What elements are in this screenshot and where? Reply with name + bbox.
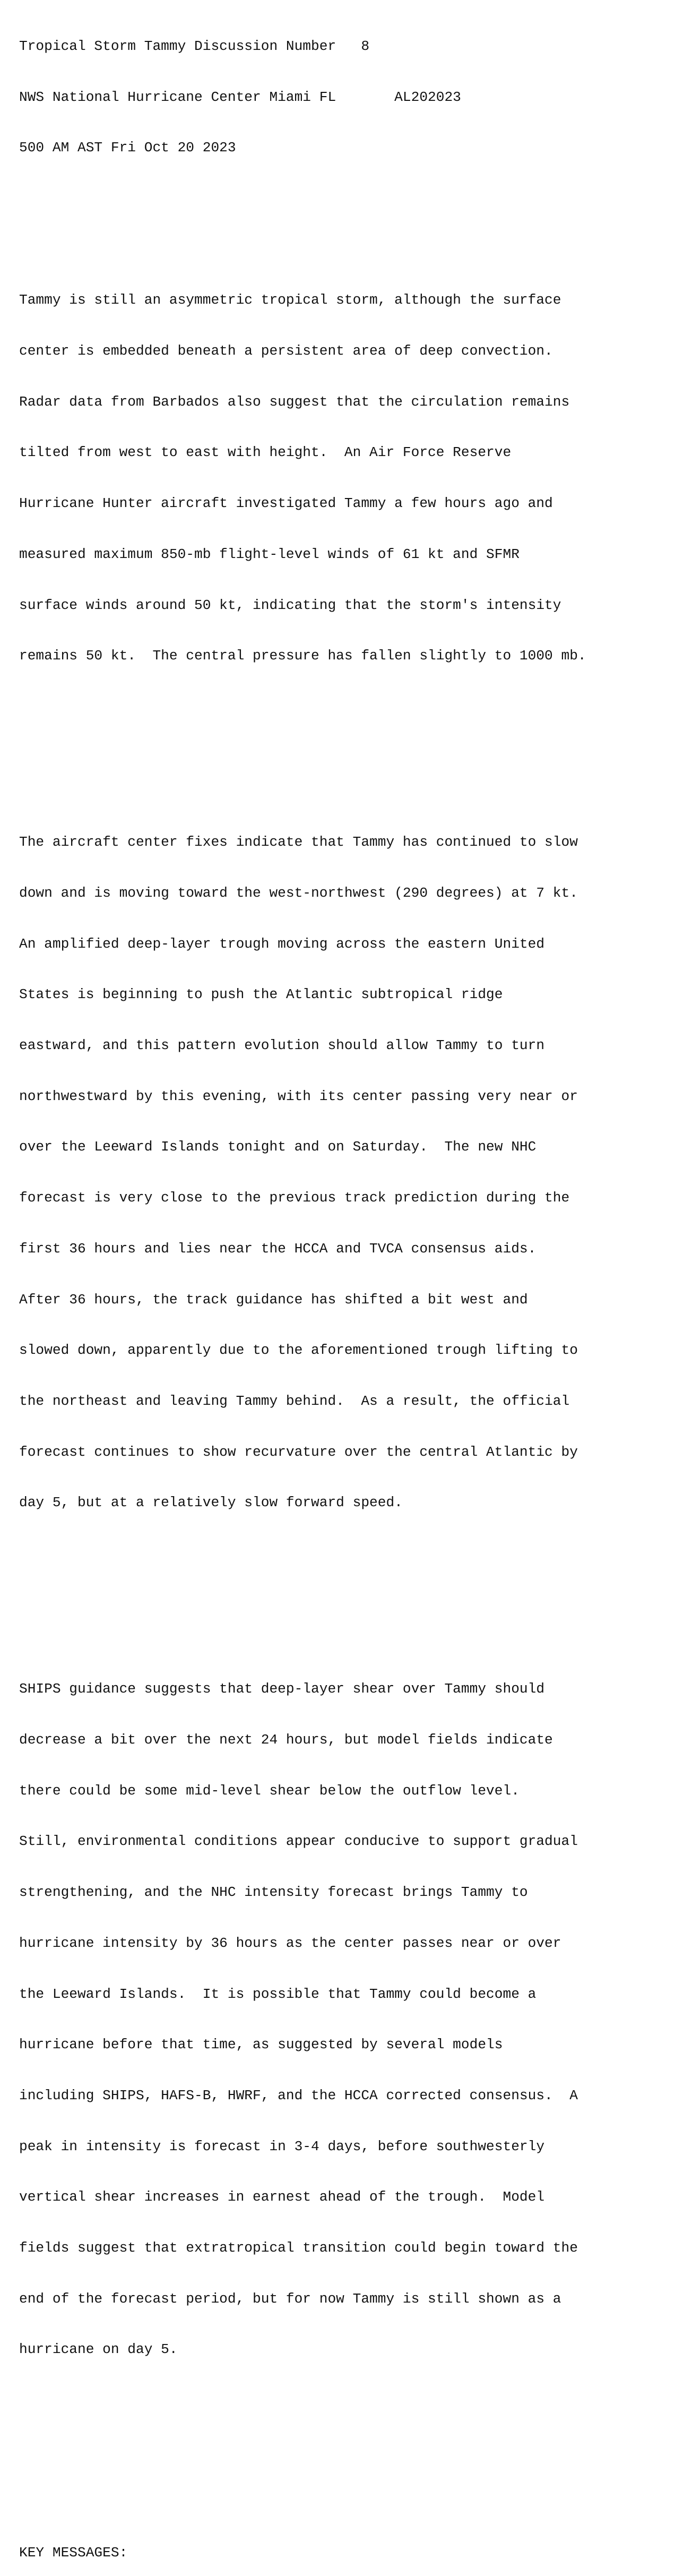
text-line: day 5, but at a relatively slow forward speed. xyxy=(19,1495,403,1511)
text-line: hurricane before that time, as suggested by several models xyxy=(19,2037,503,2053)
text-line: center is embedded beneath a persistent area of deep convection. xyxy=(19,343,553,359)
header-title: Tropical Storm Tammy Discussion Number 8 xyxy=(19,38,370,54)
text-line: slowed down, apparently due to the aforementioned trough lifting to xyxy=(19,1342,578,1359)
text-line: end of the forecast period, but for now Tammy is still shown as a xyxy=(19,2290,561,2307)
text-line: measured maximum 850-mb flight-level winds of 61 kt and SFMR xyxy=(19,546,520,562)
text-line: hurricane on day 5. xyxy=(19,2341,178,2358)
text-line: the Leeward Islands. It is possible that Tammy could become a xyxy=(19,1986,536,2002)
text-line: Radar data from Barbados also suggest that the circulation remains xyxy=(19,393,570,410)
text-line: After 36 hours, the track guidance has shifted a bit west and xyxy=(19,1291,528,1308)
text-line: there could be some mid-level shear below the outflow level. xyxy=(19,1782,520,1799)
paragraph-track xyxy=(19,800,672,1545)
text-line: peak in intensity is forecast in 3-4 days, before southwesterly xyxy=(19,2138,545,2154)
text-line: Still, environmental conditions appear conducive to support gradual xyxy=(19,1833,578,1850)
text-line: including SHIPS, HAFS-B, HWRF, and the HCCA corrected consensus. A xyxy=(19,2087,578,2103)
text-line: eastward, and this pattern evolution should allow Tammy to turn xyxy=(19,1037,545,1054)
text-line: remains 50 kt. The central pressure has fallen slightly to 1000 mb. xyxy=(19,648,586,664)
text-line: over the Leeward Islands tonight and on Saturday. The new NHC xyxy=(19,1139,536,1155)
paragraph-guidance xyxy=(19,1647,672,2392)
text-line: Tammy is still an asymmetric tropical storm, although the surface xyxy=(19,292,561,308)
text-line: northwestward by this evening, with its center passing very near or xyxy=(19,1088,578,1104)
text-line: first 36 hours and lies near the HCCA and TVCA consensus aids. xyxy=(19,1240,536,1257)
spacer xyxy=(19,191,672,208)
text-line: the northeast and leaving Tammy behind. As a result, the official xyxy=(19,1393,570,1409)
header-timestamp: 500 AM AST Fri Oct 20 2023 xyxy=(19,140,236,156)
text-line: forecast is very close to the previous track prediction during the xyxy=(19,1190,570,1206)
text-line: States is beginning to push the Atlantic subtropical ridge xyxy=(19,986,503,1003)
paragraph-intensity xyxy=(19,259,672,699)
spacer xyxy=(19,2426,672,2443)
text-line: fields suggest that extratropical transition could begin toward the xyxy=(19,2240,578,2256)
key-messages-heading: KEY MESSAGES: xyxy=(19,2545,128,2561)
text-line: surface winds around 50 kt, indicating that the storm's intensity xyxy=(19,597,561,613)
spacer xyxy=(19,1579,672,1596)
text-line: decrease a bit over the next 24 hours, but model fields indicate xyxy=(19,1731,553,1748)
text-line: The aircraft center fixes indicate that Tammy has continued to slow xyxy=(19,834,578,851)
text-line: vertical shear increases in earnest ahead of the trough. Model xyxy=(19,2189,545,2205)
text-line: Hurricane Hunter aircraft investigated Tammy a few hours ago and xyxy=(19,495,553,512)
spacer xyxy=(19,2477,672,2494)
discussion-document xyxy=(19,4,672,2576)
spacer xyxy=(19,733,672,750)
text-line: SHIPS guidance suggests that deep-layer shear over Tammy should xyxy=(19,1681,545,1697)
header-office: NWS National Hurricane Center Miami FL AL202023 xyxy=(19,89,461,105)
text-line: An amplified deep-layer trough moving across the eastern United xyxy=(19,935,545,952)
text-line: strengthening, and the NHC intensity forecast brings Tammy to xyxy=(19,1884,528,1901)
text-line: hurricane intensity by 36 hours as the center passes near or over xyxy=(19,1935,561,1951)
text-line: down and is moving toward the west-northwest (290 degrees) at 7 kt. xyxy=(19,885,578,901)
text-line: tilted from west to east with height. An Air Force Reserve xyxy=(19,444,512,461)
text-line: forecast continues to show recurvature over the central Atlantic by xyxy=(19,1444,578,1460)
